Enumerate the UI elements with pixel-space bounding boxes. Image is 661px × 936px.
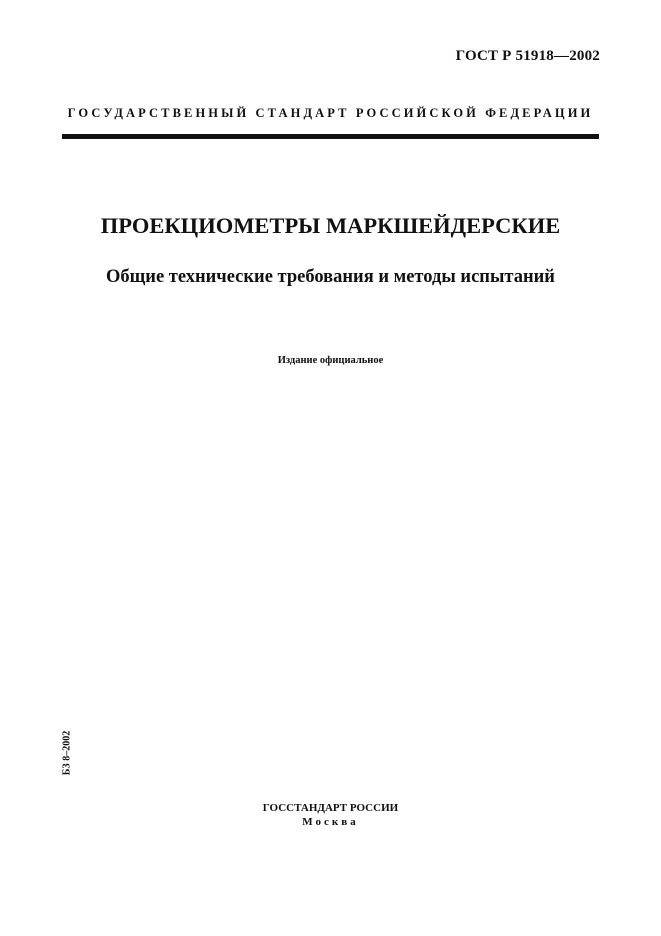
edition-note: Издание официальное xyxy=(277,355,384,366)
standard-header: ГОСУДАРСТВЕННЫЙ СТАНДАРТ РОССИЙСКОЙ ФЕДЕРАЦИИ xyxy=(67,106,594,120)
side-code-text: БЗ 8–2002 xyxy=(61,730,73,776)
document-subtitle: Общие технические требования и методы испытаний xyxy=(106,267,555,287)
document-code: ГОСТ Р 51918—2002 xyxy=(455,48,600,64)
publisher-name: ГОССТАНДАРТ РОССИИ xyxy=(262,802,399,814)
side-code-label xyxy=(60,718,74,788)
publisher-city: Москва xyxy=(302,816,359,828)
document-title: ПРОЕКЦИОМЕТРЫ МАРКШЕЙДЕРСКИЕ xyxy=(100,213,561,238)
header-divider xyxy=(62,134,599,139)
